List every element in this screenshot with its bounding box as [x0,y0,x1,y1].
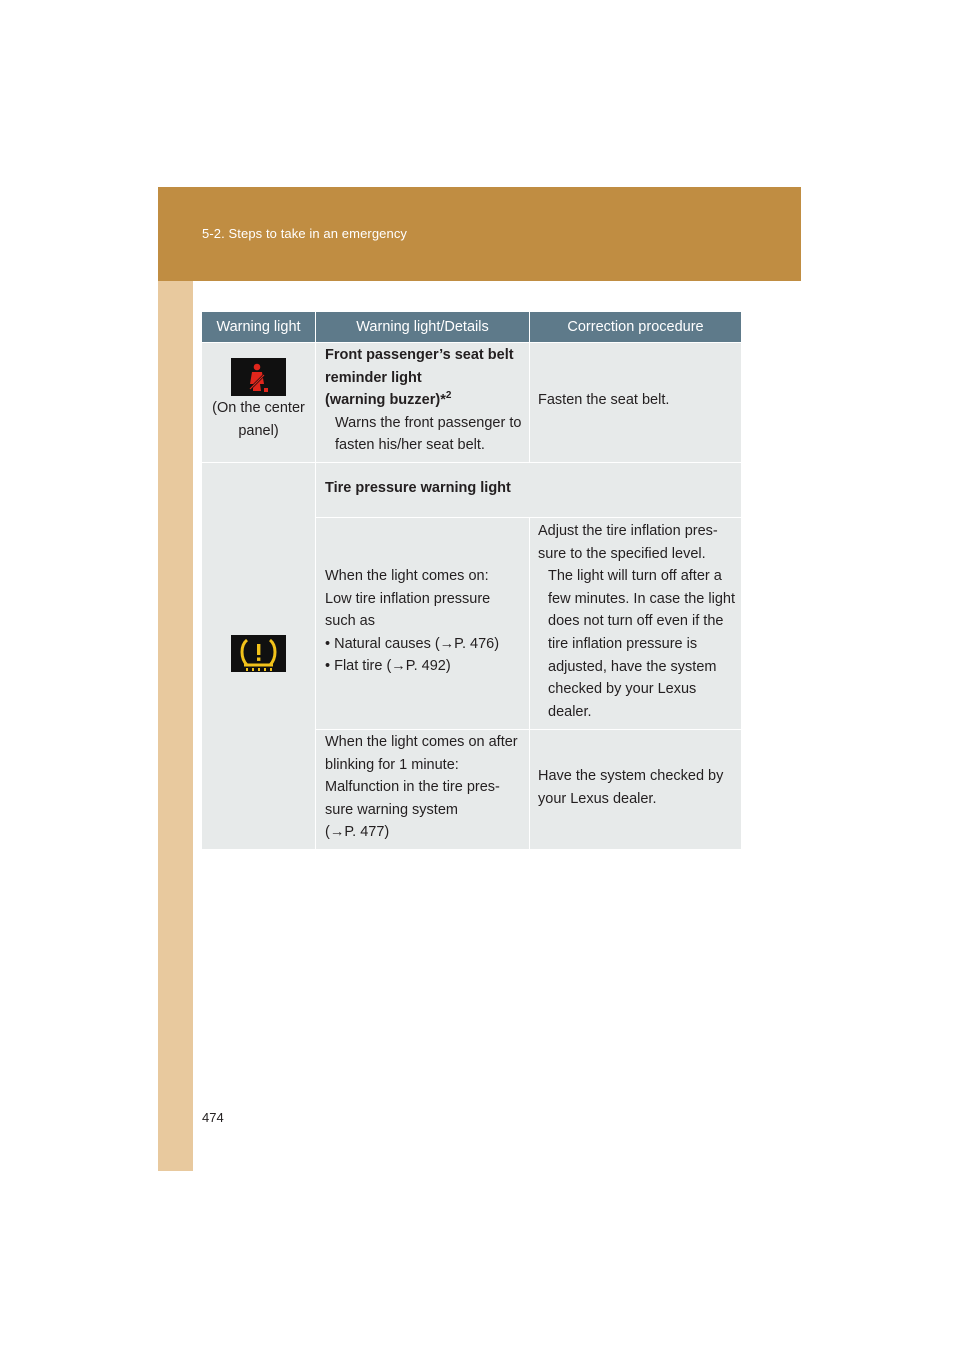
tire-title: Tire pressure warning light [325,480,511,496]
tire-correction: dealer. [548,703,592,720]
tire-correction: tire inflation pressure is [548,635,698,652]
tire-light-cell [202,463,315,849]
tire-correction: checked by your Lexus [548,681,697,698]
tire-detail: such as [325,613,375,630]
tire-correction: Adjust the tire inflation pres- [538,523,718,539]
tire-malfunction-detail: sure warning system [325,801,458,818]
location-note: (On the center [212,400,305,416]
seatbelt-title: reminder light [325,369,422,386]
seatbelt-correction-cell [530,343,741,462]
page-sidebar-tab [158,187,193,1171]
seatbelt-details-cell [316,343,529,462]
seatbelt-title: Front passenger’s seat belt [325,347,514,363]
tire-malfunction-correction: your Lexus dealer. [538,790,657,807]
tire-malfunction-correction: Have the system checked by [538,768,724,784]
tire-details-cell [316,518,529,729]
tire-correction: The light will turn off after a [548,568,722,585]
page-number: 474 [202,1110,224,1125]
tire-malfunction-detail: When the light comes on after [325,734,518,750]
location-note: panel) [238,422,279,439]
tire-correction: does not turn off even if the [548,613,724,630]
column-header-details: Warning light/Details [356,319,489,335]
tire-correction: adjusted, have the system [548,658,717,675]
tire-detail: When the light comes on: [325,568,489,584]
seatbelt-warning-icon [231,358,286,396]
tire-correction: few minutes. In case the light [548,590,735,607]
tire-detail: • Flat tire (→P. 492) [325,658,451,675]
footnote-mark: 2 [445,390,452,402]
seatbelt-light-cell [202,343,315,462]
tire-correction: sure to the specified level. [538,545,706,562]
tire-correction-cell [530,518,741,729]
tire-pressure-warning-icon [231,635,286,672]
tire-title-cell [316,463,741,517]
section-title: 5-2. Steps to take in an emergency [202,226,408,241]
column-header-warning-light: Warning light [216,319,301,335]
tire-detail: Low tire inflation pressure [325,590,491,607]
table-header [202,312,741,342]
seatbelt-title: (warning buzzer)*$^2$ [325,390,452,409]
tire-malfunction-details-cell [316,730,529,849]
tire-malfunction-detail: (→P. 477) [325,824,390,841]
seatbelt-correction: Fasten the seat belt. [538,392,670,408]
tire-malfunction-detail: blinking for 1 minute: [325,756,459,773]
column-header-correction: Correction procedure [567,319,704,335]
seatbelt-description: fasten his/her seat belt. [335,437,485,454]
seatbelt-description: Warns the front passenger to [335,414,522,431]
tire-detail: • Natural causes (→P. 476) [325,635,500,652]
tire-malfunction-correction-cell [530,730,741,849]
tire-malfunction-detail: Malfunction in the tire pres- [325,779,500,796]
